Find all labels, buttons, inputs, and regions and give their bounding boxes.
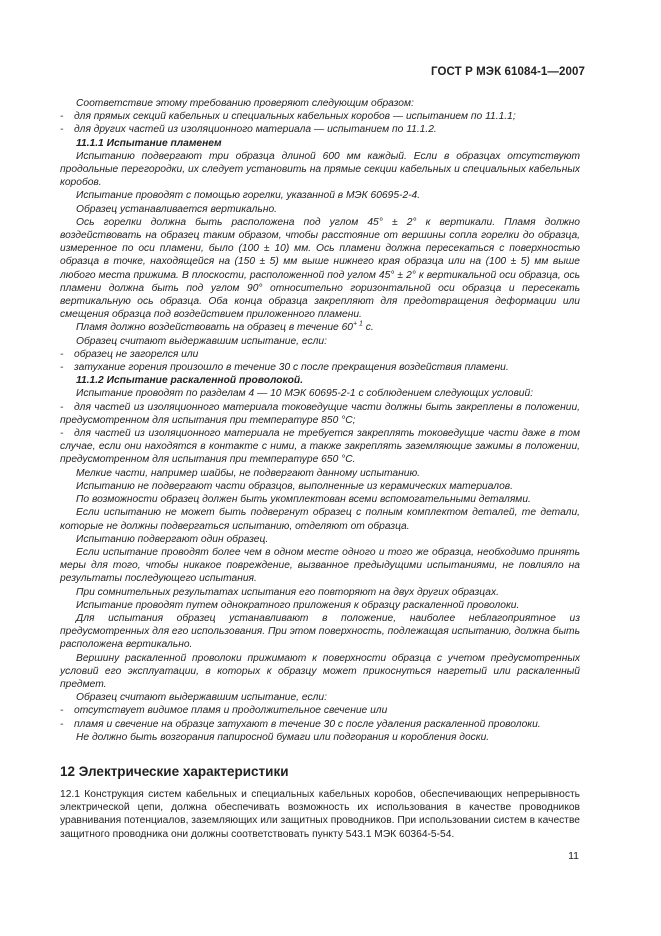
paragraph: Соответствие этому требованию проверяют следующим образом: (76, 98, 414, 109)
list-dash: - (60, 705, 64, 717)
list-item (60, 348, 580, 361)
flame-text: Пламя должно воздействовать на образец в течение 60 (76, 322, 353, 334)
list-item (60, 718, 580, 731)
list-dash: - (60, 348, 64, 360)
page-number: 11 (568, 850, 579, 862)
paragraph: Образец считают выдержавшим испытание, если: (76, 692, 327, 704)
list-item-text: отсутствует видимое пламя и продолжительное свечение или (74, 705, 388, 717)
subsection-heading: 11.1.2 Испытание раскаленной проволокой. (76, 375, 304, 387)
paragraph: Для испытания образец устанавливают в положение, наиболее неблагоприятное из предусмотренных для его использования. При этом поверхность, подлежащая испытанию, должна быть расположена вертикально. (60, 612, 580, 651)
list-item-text: для частей из изоляционного материала токоведущие части должны быть закреплены в положении, предусмотренном для испытания при температуре 850 °С; (60, 401, 580, 426)
paragraph: По возможности образец должен быть укомплектован всеми вспомогательными деталями. (76, 494, 531, 506)
list-dash: - (60, 111, 64, 123)
paragraph (60, 321, 580, 334)
list-dash: - (60, 401, 64, 413)
paragraph: Испытание проводят путем однократного приложения к образцу раскаленной проволоки. (76, 599, 520, 611)
list-item (60, 361, 580, 374)
list-item-text: пламя и свечение на образце затухают в течение 30 с после удаления раскаленной проволоки. (74, 718, 541, 730)
flame-unit: с. (362, 322, 374, 334)
list-item (60, 401, 580, 427)
list-item (60, 110, 580, 123)
paragraph: Испытанию подвергают три образца длиной 600 мм каждый. Если в образцах отсутствуют продольные перегородки, их следует установить на прямые секции кабельных и специальных кабельных коробов. (60, 150, 580, 189)
list-item (60, 123, 580, 136)
paragraph: Если испытанию не может быть подвергнут образец с полным комплектом деталей, те детали, которые не должны подвергаться испытанию, отделяют от образца. (60, 507, 580, 532)
section-12-title: 12 Электрические характеристики (60, 764, 289, 779)
paragraph: При сомнительных результатах испытания его повторяют на двух других образцах. (76, 586, 499, 598)
list-dash: - (60, 362, 64, 374)
list-item-text: затухание горения произошло в течение 30 с после прекращения воздействия пламени. (74, 362, 509, 374)
section-11-body (60, 97, 580, 744)
list-item-text: для частей из изоляционного материала не требуется закреплять токоведущие части даже в том случае, если они находятся в контакте с ними, а также закреплять заземляющие зажимы в положении, предусмотренном для испытания при температуре 650 °С. (60, 428, 580, 466)
paragraph: Образец считают выдержавшим испытание, если: (76, 335, 327, 347)
paragraph: Испытанию не подвергают части образцов, выполненные из керамических материалов. (76, 480, 513, 492)
list-item (60, 427, 580, 467)
list-dash: - (60, 718, 64, 730)
paragraph: Испытанию подвергают один образец. (76, 533, 269, 545)
paragraph: Испытание проводят с помощью горелки, указанной в МЭК 60695-2-4. (76, 190, 421, 202)
list-item-text: для других частей из изоляционного материала — испытанием по 11.1.2. (74, 124, 437, 136)
subsection-heading: 11.1.1 Испытание пламенем (76, 137, 222, 149)
list-item-text: образец не загорелся или (74, 348, 199, 360)
paragraph: Не должно быть возгорания папиросной бумаги или подгорания и коробления доски. (76, 731, 490, 743)
document-header: ГОСТ Р МЭК 61084-1—2007 (431, 66, 585, 78)
paragraph: Образец устанавливается вертикально. (76, 203, 278, 215)
paragraph: Ось горелки должна быть расположена под углом 45° ± 2° к вертикали. Пламя должно воздействовать на образец таким образом, чтобы расстояние от вершины сопла горелки до образца, измеренное по оси пламени, было (100 ± 10) мм. Ось пламени должна пересекаться с поверхностью образца в точке, находящейся на (150 ± 5) мм выше нижнего края образца или на (100 ± 5) мм выше любого места прижима. В плоскости, расположенной под углом 45° ± 2° к вертикальной оси образца, ось пламени должна быть под углом 90° относительно горизонтальной оси образца и пересекать вертикальную ось образца. Оба конца образца закрепляют для предотвращения деформации или смещения образца под воздействием приложенного пламени. (60, 216, 580, 321)
paragraph: Если испытание проводят более чем в одном месте одного и того же образца, необходимо принять меры для того, чтобы никакое повреждение, вызванное предыдущими испытаниями, не повлияло на результаты последующего испытания. (60, 546, 580, 585)
list-dash: - (60, 428, 64, 440)
list-dash: - (60, 124, 64, 136)
section-12-paragraph: 12.1 Конструкция систем кабельных и специальных кабельных коробов, обеспечивающих непрерывность электрической цепи, должна обеспечивать возможность их использования в качестве проводников уравнивания потенциалов, заземляющих или защитных проводников. При использовании систем в качестве защитного проводника они должны соответствовать пункту 543.1 МЭК 60364-5-54. (60, 789, 580, 840)
flame-tolerance: + 1 (353, 321, 363, 329)
paragraph: Мелкие части, например шайбы, не подвергают данному испытанию. (76, 467, 421, 479)
paragraph: Вершину раскаленной проволоки прижимают к поверхности образца с учетом предусмотренных условий его эксплуатации, в которых к образцу может прикоснуться нагретый или раскаленный предмет. (60, 652, 580, 690)
list-item (60, 704, 580, 717)
paragraph: Испытание проводят по разделам 4 — 10 МЭК 60695-2-1 с соблюдением следующих условий: (76, 388, 534, 400)
list-item-text: для прямых секций кабельных и специальных кабельных коробов — испытанием по 11.1.1; (74, 111, 516, 123)
